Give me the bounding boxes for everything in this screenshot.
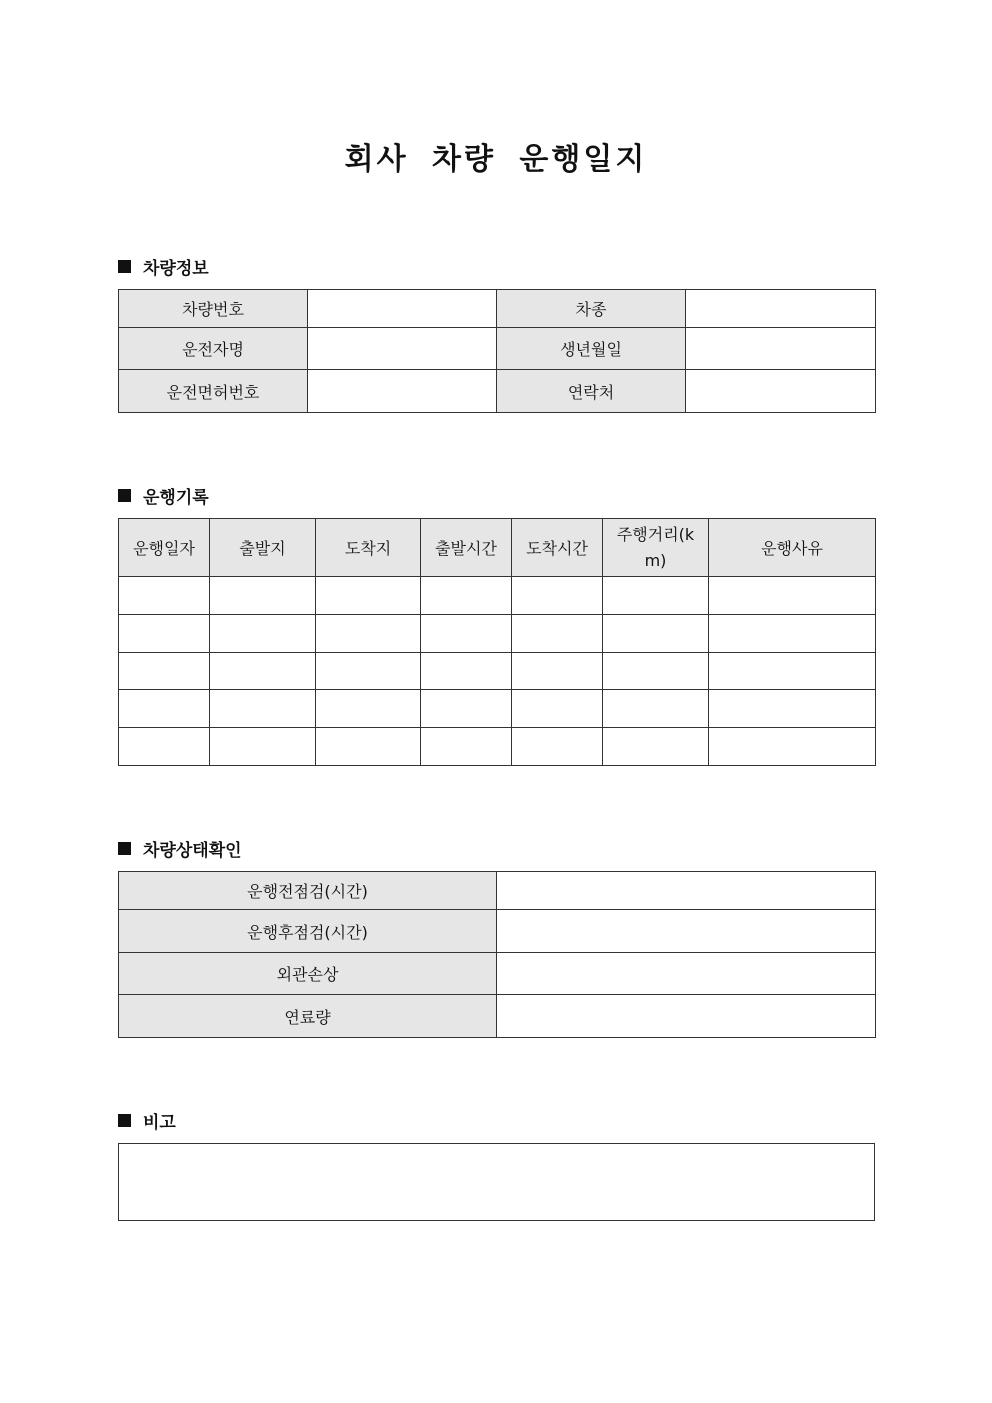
- vehicle-status-table: [118, 871, 876, 1038]
- cell-arrival-time[interactable]: [512, 653, 603, 690]
- square-bullet-icon: [118, 1114, 131, 1127]
- table-row: [119, 910, 876, 953]
- cell-destination[interactable]: [316, 577, 421, 615]
- column-header-departure-time: 출발시간: [421, 519, 512, 577]
- section-heading-vehicle-status: [118, 836, 242, 861]
- table-header-row: [119, 519, 876, 577]
- cell-departure[interactable]: [210, 615, 316, 653]
- cell-destination[interactable]: [316, 653, 421, 690]
- vehicle-info-table: [118, 289, 876, 413]
- vehicle-number-field[interactable]: [308, 290, 497, 328]
- label-driver-name: 운전자명: [119, 328, 308, 370]
- remarks-field[interactable]: [119, 1144, 875, 1221]
- cell-distance[interactable]: [603, 577, 709, 615]
- label-fuel-level: 연료량: [119, 995, 497, 1038]
- contact-field[interactable]: [686, 370, 876, 413]
- label-license-number: 운전면허번호: [119, 370, 308, 413]
- section-title: 차량정보: [143, 259, 209, 279]
- label-post-inspection: 운행후점검(시간): [119, 910, 497, 953]
- column-header-departure: 출발지: [210, 519, 316, 577]
- cell-date[interactable]: [119, 577, 210, 615]
- cell-arrival-time[interactable]: [512, 728, 603, 766]
- table-row: [119, 653, 876, 690]
- cell-departure-time[interactable]: [421, 653, 512, 690]
- cell-departure-time[interactable]: [421, 690, 512, 728]
- column-header-distance: 주행거리(km): [603, 519, 709, 577]
- table-row: [119, 577, 876, 615]
- cell-purpose[interactable]: [709, 577, 876, 615]
- table-row: [119, 615, 876, 653]
- cell-departure-time[interactable]: [421, 577, 512, 615]
- cell-departure-time[interactable]: [421, 615, 512, 653]
- section-heading-driving-log: [118, 483, 209, 508]
- table-row: [119, 1144, 875, 1221]
- cell-arrival-time[interactable]: [512, 615, 603, 653]
- column-header-destination: 도착지: [316, 519, 421, 577]
- section-title: 비고: [143, 1113, 176, 1133]
- driver-name-field[interactable]: [308, 328, 497, 370]
- label-birth-date: 생년월일: [497, 328, 686, 370]
- table-row: [119, 872, 876, 910]
- cell-purpose[interactable]: [709, 653, 876, 690]
- section-heading-vehicle-info: [118, 254, 209, 279]
- document-title: 회사 차량 운행일지: [344, 142, 648, 177]
- cell-purpose[interactable]: [709, 728, 876, 766]
- birth-date-field[interactable]: [686, 328, 876, 370]
- label-vehicle-type: 차종: [497, 290, 686, 328]
- cell-departure[interactable]: [210, 690, 316, 728]
- table-row: [119, 328, 876, 370]
- cell-departure[interactable]: [210, 728, 316, 766]
- cell-destination[interactable]: [316, 728, 421, 766]
- table-row: [119, 995, 876, 1038]
- section-title: 운행기록: [143, 488, 209, 508]
- label-pre-inspection: 운행전점검(시간): [119, 872, 497, 910]
- cell-date[interactable]: [119, 728, 210, 766]
- table-row: [119, 728, 876, 766]
- exterior-damage-field[interactable]: [497, 953, 876, 995]
- column-header-purpose: 운행사유: [709, 519, 876, 577]
- label-exterior-damage: 외관손상: [119, 953, 497, 995]
- cell-purpose[interactable]: [709, 690, 876, 728]
- vehicle-type-field[interactable]: [686, 290, 876, 328]
- square-bullet-icon: [118, 489, 131, 502]
- cell-distance[interactable]: [603, 653, 709, 690]
- square-bullet-icon: [118, 842, 131, 855]
- cell-date[interactable]: [119, 653, 210, 690]
- cell-destination[interactable]: [316, 690, 421, 728]
- cell-departure[interactable]: [210, 653, 316, 690]
- label-vehicle-number: 차량번호: [119, 290, 308, 328]
- table-row: [119, 290, 876, 328]
- cell-purpose[interactable]: [709, 615, 876, 653]
- cell-departure[interactable]: [210, 577, 316, 615]
- driving-log-table: [118, 518, 876, 766]
- table-row: [119, 370, 876, 413]
- cell-departure-time[interactable]: [421, 728, 512, 766]
- table-row: [119, 953, 876, 995]
- license-number-field[interactable]: [308, 370, 497, 413]
- column-header-date: 운행일자: [119, 519, 210, 577]
- cell-distance[interactable]: [603, 728, 709, 766]
- cell-date[interactable]: [119, 690, 210, 728]
- label-contact: 연락처: [497, 370, 686, 413]
- pre-inspection-field[interactable]: [497, 872, 876, 910]
- cell-distance[interactable]: [603, 615, 709, 653]
- fuel-level-field[interactable]: [497, 995, 876, 1038]
- cell-destination[interactable]: [316, 615, 421, 653]
- cell-date[interactable]: [119, 615, 210, 653]
- section-heading-remarks: [118, 1108, 176, 1133]
- remarks-table: [118, 1143, 875, 1221]
- table-row: [119, 690, 876, 728]
- cell-arrival-time[interactable]: [512, 690, 603, 728]
- cell-distance[interactable]: [603, 690, 709, 728]
- post-inspection-field[interactable]: [497, 910, 876, 953]
- section-title: 차량상태확인: [143, 841, 242, 861]
- cell-arrival-time[interactable]: [512, 577, 603, 615]
- column-header-arrival-time: 도착시간: [512, 519, 603, 577]
- square-bullet-icon: [118, 260, 131, 273]
